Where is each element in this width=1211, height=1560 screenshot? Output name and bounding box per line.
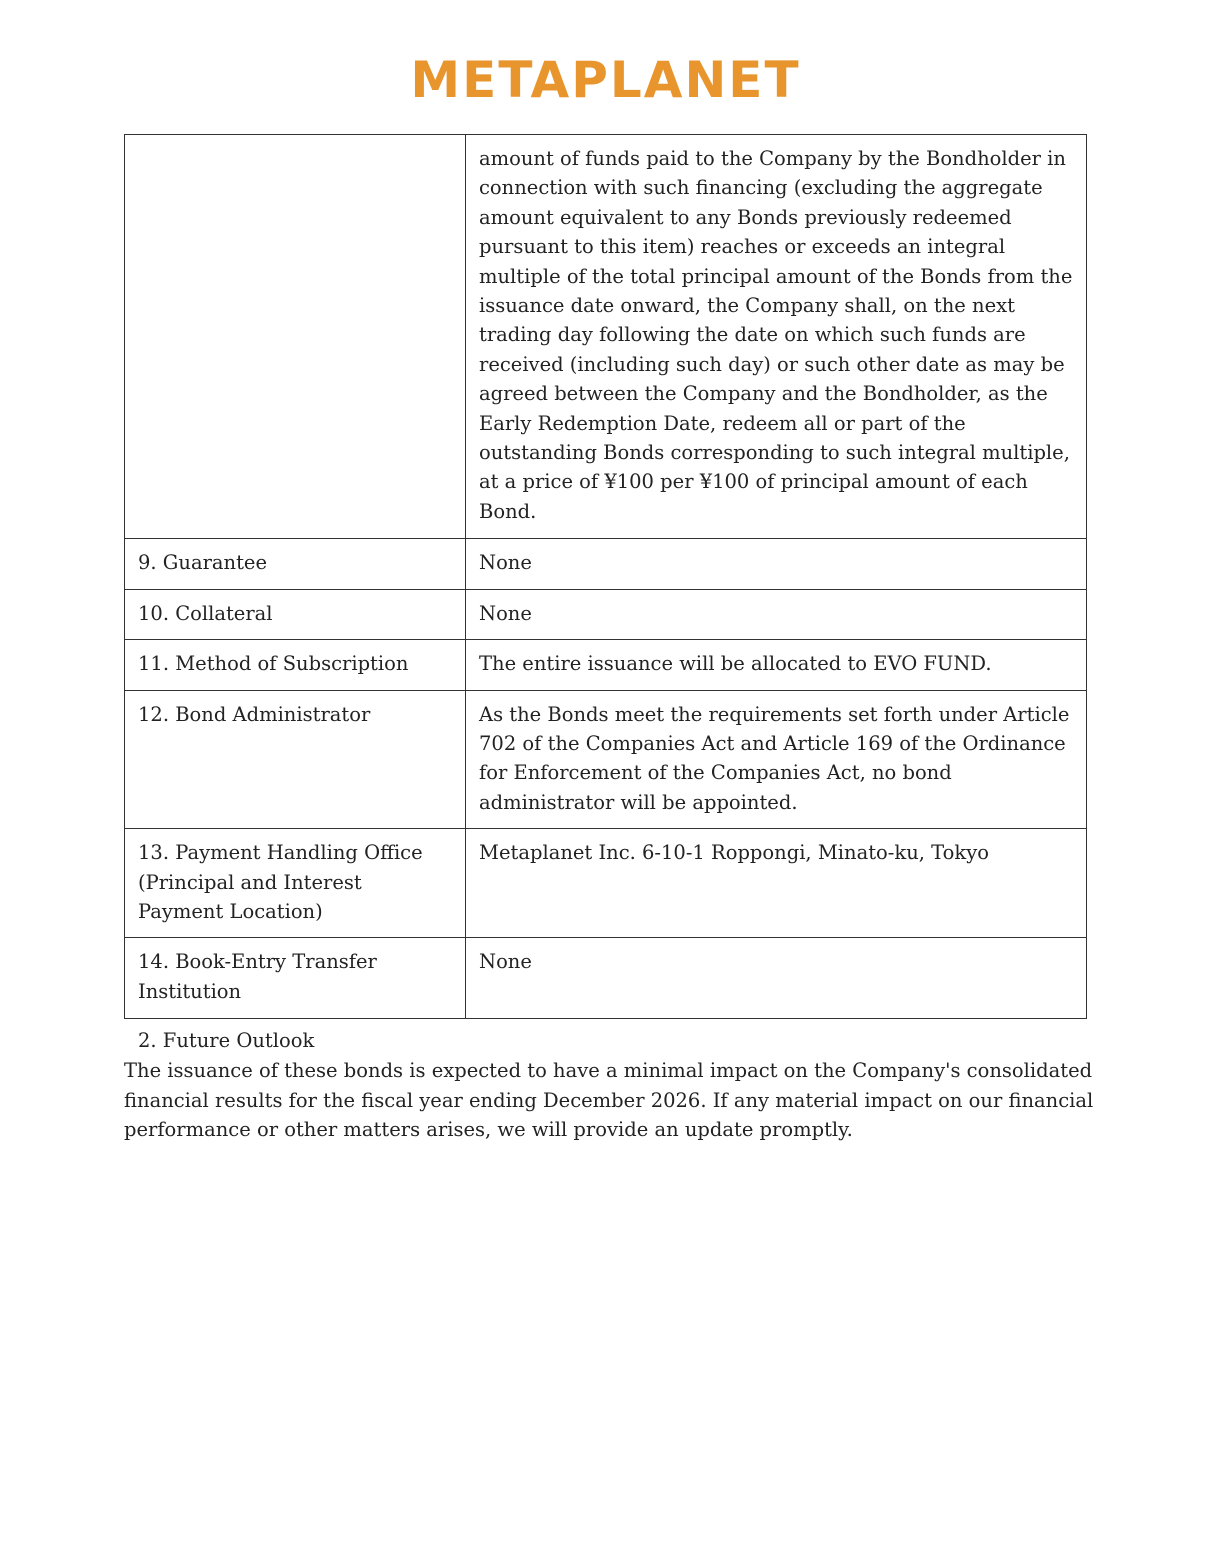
table-row xyxy=(125,829,1087,938)
row-label: 10. Collateral xyxy=(125,589,466,639)
row-value: None xyxy=(466,589,1087,639)
row-value: Metaplanet Inc. 6-10-1 Roppongi, Minato-ku, Tokyo xyxy=(466,829,1087,938)
row-value: None xyxy=(466,938,1087,1019)
row-value: None xyxy=(466,539,1087,589)
bond-terms-table xyxy=(124,134,1087,1019)
table-row xyxy=(125,690,1087,829)
company-logo xyxy=(0,50,1211,110)
logo-text: METAPLANET xyxy=(410,51,801,109)
section-body: The issuance of these bonds is expected to have a minimal impact on the Company's consolidated financial results for the fiscal year ending December 2026. If any material impact on our financial performance or other matters arises, we will provide an update promptly. xyxy=(124,1058,1094,1142)
table-row xyxy=(125,938,1087,1019)
row-label: 13. Payment Handling Office (Principal and Interest Payment Location) xyxy=(125,829,466,938)
table-row xyxy=(125,135,1087,539)
row-label: 9. Guarantee xyxy=(125,539,466,589)
row-value: The entire issuance will be allocated to EVO FUND. xyxy=(466,640,1087,690)
row-label: 12. Bond Administrator xyxy=(125,690,466,829)
table-row xyxy=(125,589,1087,639)
table-row xyxy=(125,539,1087,589)
row-value: amount of funds paid to the Company by the Bondholder in connection with such financing (excluding the aggregate amount equivalent to any Bonds previously redeemed pursuant to this item) reaches or exceeds an integral multiple of the total principal amount of the Bonds from the issuance date onward, the Company shall, on the next trading day following the date on which such funds are received (including such day) or such other date as may be agreed between the Company and the Bondholder, as the Early Redemption Date, redeem all or part of the outstanding Bonds corresponding to such integral multiple, at a price of ¥100 per ¥100 of principal amount of each Bond. xyxy=(466,135,1087,539)
row-label: 14. Book-Entry Transfer Institution xyxy=(125,938,466,1019)
future-outlook-section xyxy=(124,1026,1099,1145)
table-row xyxy=(125,640,1087,690)
row-value: As the Bonds meet the requirements set forth under Article 702 of the Companies Act and Article 169 of the Ordinance for Enforcement of the Companies Act, no bond administrator will be appointed. xyxy=(466,690,1087,829)
row-label xyxy=(125,135,466,539)
section-heading: 2. Future Outlook xyxy=(138,1029,315,1052)
row-label: 11. Method of Subscription xyxy=(125,640,466,690)
